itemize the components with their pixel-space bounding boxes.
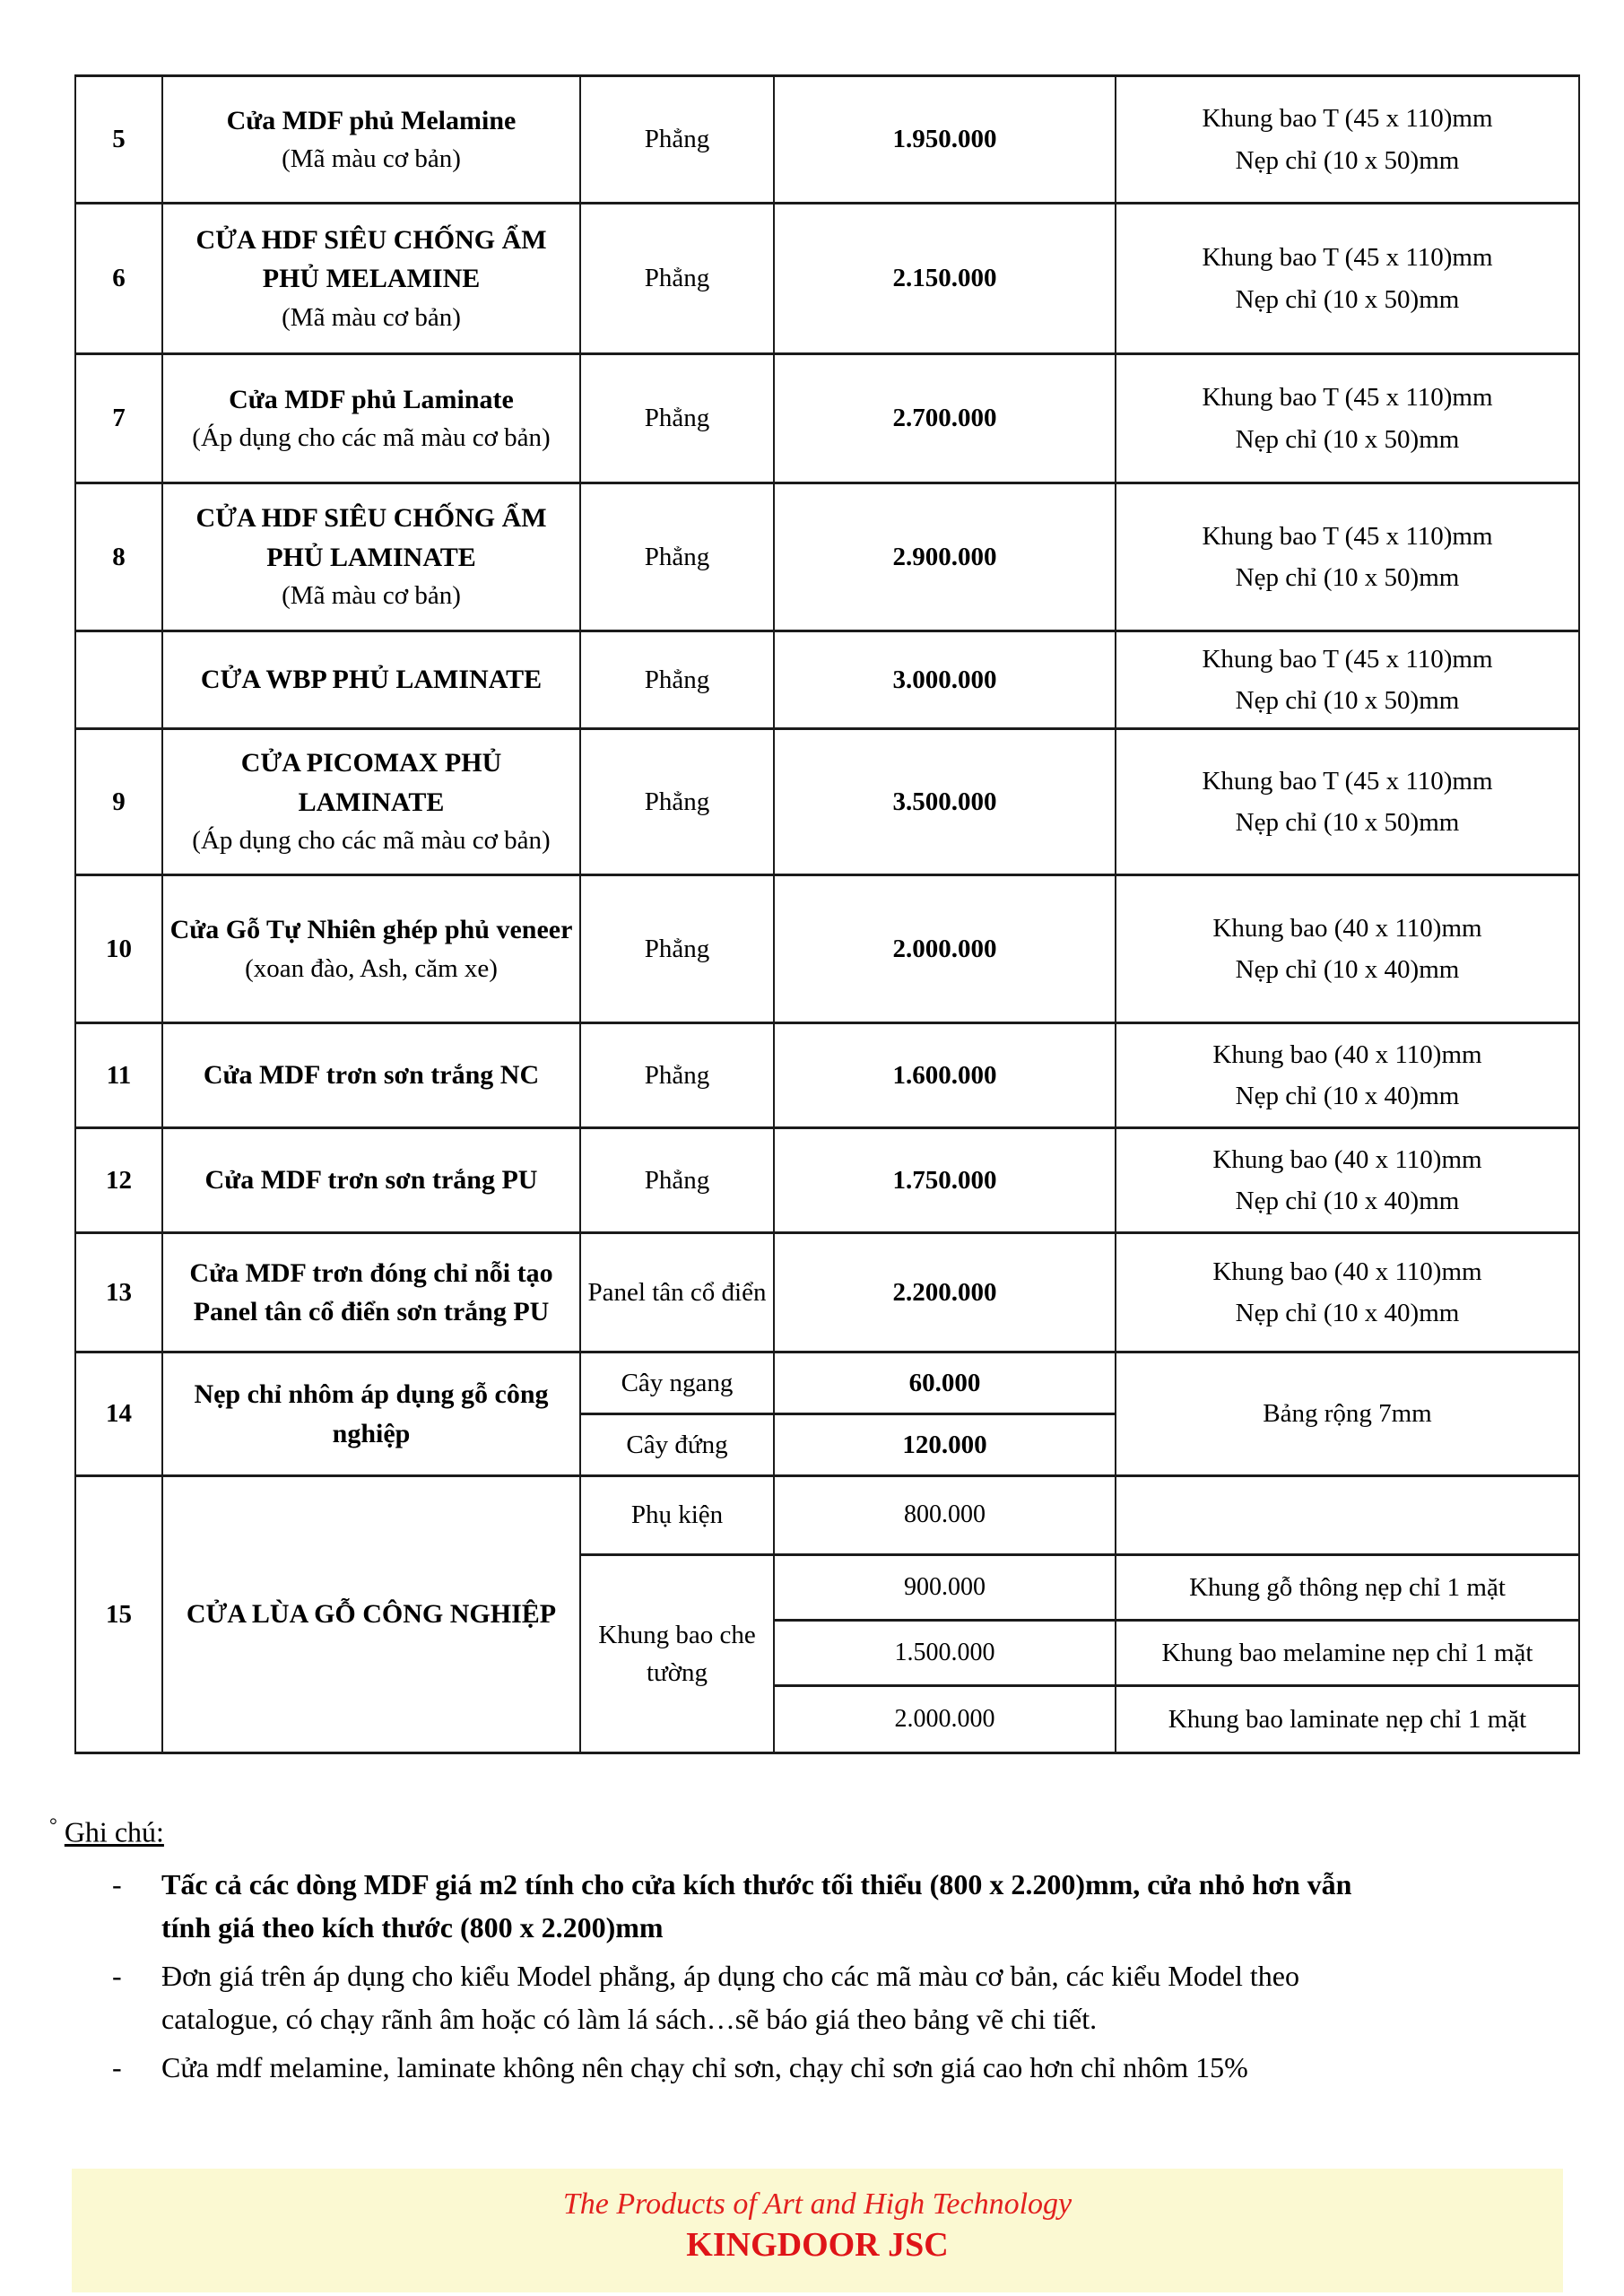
- table-row: [75, 76, 1579, 204]
- product-name: Cửa MDF trơn đóng chỉ nỗi tạo Panel tân cổ điển sơn trắng PU: [189, 1257, 553, 1326]
- price-table: [74, 74, 1580, 1754]
- price-cell: 2.700.000: [774, 354, 1116, 483]
- frame-line-2: Nẹp chỉ (10 x 40)mm: [1235, 955, 1460, 984]
- table-row: [75, 875, 1579, 1023]
- frame-line-1: Khung bao (40 x 110)mm: [1212, 913, 1482, 943]
- row-number: 6: [75, 204, 162, 354]
- frame-line-2: Nẹp chỉ (10 x 40)mm: [1235, 1082, 1460, 1110]
- row-number: 7: [75, 354, 162, 483]
- style-cell: Phẳng: [580, 1128, 774, 1233]
- table-row: [75, 1233, 1579, 1352]
- frame-line-1: Khung bao (40 x 110)mm: [1212, 1257, 1482, 1286]
- table-row: [75, 483, 1579, 631]
- notes-heading-label: Ghi chú:: [64, 1815, 164, 1848]
- frame-line-2: Nẹp chỉ (10 x 50)mm: [1235, 284, 1460, 314]
- price-cell: 60.000: [774, 1352, 1116, 1414]
- footer-banner: [72, 2169, 1563, 2292]
- note-text: Tấc cả các dòng MDF giá m2 tính cho cửa kích thước tối thiểu (800 x 2.200)mm, cửa nhỏ hơn vẫn tính giá theo kích thước (800 x 2.200)mm: [161, 1867, 1352, 1944]
- frame-line-2: Nẹp chỉ (10 x 50)mm: [1235, 145, 1460, 175]
- product-name: Cửa MDF trơn sơn trắng NC: [203, 1060, 540, 1091]
- degree-symbol: °: [49, 1813, 57, 1836]
- product-name-cell: [162, 1233, 580, 1352]
- frame-cell: [1116, 76, 1579, 204]
- table-row: [75, 1128, 1579, 1233]
- price-cell: 3.000.000: [774, 631, 1116, 729]
- product-name: Cửa MDF phủ Laminate: [229, 384, 514, 414]
- price-cell: 1.600.000: [774, 1023, 1116, 1128]
- price-cell: 1.750.000: [774, 1128, 1116, 1233]
- note-item: [112, 2046, 1574, 2089]
- frame-cell: [1116, 631, 1579, 729]
- footer-company: KINGDOOR JSC: [686, 2225, 949, 2264]
- frame-line-1: Khung bao laminate nẹp chỉ 1 mặt: [1168, 1704, 1527, 1734]
- style-cell: Phẳng: [580, 1023, 774, 1128]
- frame-cell: [1116, 204, 1579, 354]
- product-name: CỬA PICOMAX PHỦ LAMINATE: [240, 748, 502, 817]
- row-number: 9: [75, 729, 162, 875]
- row-number: 13: [75, 1233, 162, 1352]
- row-number: 14: [75, 1352, 162, 1476]
- frame-line-1: Khung bao T (45 x 110)mm: [1202, 243, 1493, 273]
- style-cell: Cây ngang: [580, 1352, 774, 1414]
- product-note: (Mã màu cơ bản): [282, 302, 461, 332]
- note-text: Đơn giá trên áp dụng cho kiểu Model phẳng, áp dụng cho các mã màu cơ bản, các kiểu Model theo catalogue, có chạy rãnh âm hoặc có làm lá sách…sẽ báo giá theo bảng vẽ chi tiết.: [161, 1959, 1299, 2035]
- style-cell: Phẳng: [580, 875, 774, 1023]
- price-cell: 2.200.000: [774, 1233, 1116, 1352]
- frame-cell: [1116, 1128, 1579, 1233]
- price-cell: 1.500.000: [774, 1621, 1116, 1686]
- frame-cell: [1116, 1233, 1579, 1352]
- product-note: (Áp dụng cho các mã màu cơ bản): [192, 826, 551, 856]
- row-number: 15: [75, 1476, 162, 1753]
- style-cell: Khung bao che tường: [580, 1555, 774, 1753]
- product-name-cell: [162, 354, 580, 483]
- product-name-cell: [162, 1352, 580, 1476]
- product-name-cell: [162, 1128, 580, 1233]
- table-row: [75, 729, 1579, 875]
- frame-cell: [1116, 729, 1579, 875]
- frame-line-2: Nẹp chỉ (10 x 40)mm: [1235, 1299, 1460, 1327]
- note-text: Cửa mdf melamine, laminate không nên chạy chỉ sơn, chạy chỉ sơn giá cao hơn chỉ nhôm 15%: [161, 2050, 1248, 2083]
- frame-cell: [1116, 875, 1579, 1023]
- price-cell: 3.500.000: [774, 729, 1116, 875]
- frame-line-2: Nẹp chỉ (10 x 50)mm: [1235, 563, 1460, 592]
- row-number: [75, 631, 162, 729]
- frame-line-2: Nẹp chỉ (10 x 50)mm: [1235, 424, 1460, 454]
- note-item: [112, 1863, 1574, 1949]
- price-cell: 800.000: [774, 1476, 1116, 1555]
- product-note: (Áp dụng cho các mã màu cơ bản): [192, 423, 551, 453]
- table-row: [75, 1476, 1579, 1555]
- frame-cell: [1116, 1352, 1579, 1476]
- footer-tagline: The Products of Art and High Technology: [562, 2187, 1073, 2221]
- table-row: [75, 1352, 1579, 1414]
- row-number: 8: [75, 483, 162, 631]
- frame-cell: [1116, 1621, 1579, 1686]
- product-name-cell: [162, 729, 580, 875]
- frame-line-1: Khung bao T (45 x 110)mm: [1202, 383, 1493, 413]
- style-cell: Phẳng: [580, 729, 774, 875]
- frame-cell: [1116, 483, 1579, 631]
- price-cell: 120.000: [774, 1414, 1116, 1476]
- style-cell: Phẳng: [580, 631, 774, 729]
- product-name: CỬA LÙA GỖ CÔNG NGHIỆP: [186, 1599, 557, 1630]
- note-dash: -: [112, 2050, 122, 2083]
- row-number: 10: [75, 875, 162, 1023]
- frame-line-2: Nẹp chỉ (10 x 50)mm: [1235, 808, 1460, 837]
- frame-line-1: Khung bao (40 x 110)mm: [1212, 1039, 1482, 1069]
- style-cell: Phẳng: [580, 76, 774, 204]
- product-name: CỬA WBP PHỦ LAMINATE: [200, 665, 543, 695]
- frame-line-1: Khung bao T (45 x 110)mm: [1202, 104, 1493, 134]
- style-cell: Panel tân cổ điển: [580, 1233, 774, 1352]
- product-name: Cửa MDF phủ Melamine: [226, 105, 517, 135]
- price-cell: 2.900.000: [774, 483, 1116, 631]
- frame-line-2: Nẹp chỉ (10 x 40)mm: [1235, 1187, 1460, 1215]
- price-cell: 1.950.000: [774, 76, 1116, 204]
- product-name-cell: [162, 204, 580, 354]
- notes-heading: [49, 1810, 1574, 1854]
- frame-line-1: Khung bao T (45 x 110)mm: [1202, 644, 1493, 674]
- notes-section: [49, 1810, 1574, 2094]
- row-number: 11: [75, 1023, 162, 1128]
- table-row: [75, 631, 1579, 729]
- price-cell: 2.000.000: [774, 1686, 1116, 1753]
- product-name: CỬA HDF SIÊU CHỐNG ẨM PHỦ MELAMINE: [195, 224, 547, 294]
- frame-line-1: Khung bao (40 x 110)mm: [1212, 1144, 1482, 1174]
- frame-line-1: Khung bao melamine nẹp chỉ 1 mặt: [1161, 1638, 1533, 1667]
- row-number: 12: [75, 1128, 162, 1233]
- product-name: Nẹp chỉ nhôm áp dụng gỗ công nghiệp: [194, 1379, 549, 1448]
- style-cell: Phẳng: [580, 204, 774, 354]
- frame-cell: [1116, 1476, 1579, 1555]
- product-name-cell: [162, 631, 580, 729]
- style-cell: Phụ kiện: [580, 1476, 774, 1555]
- price-cell: 900.000: [774, 1555, 1116, 1621]
- table-row: [75, 1023, 1579, 1128]
- frame-cell: [1116, 1555, 1579, 1621]
- table-row: [75, 204, 1579, 354]
- frame-line-1: Bảng rộng 7mm: [1263, 1399, 1432, 1429]
- product-name-cell: [162, 76, 580, 204]
- product-name-cell: [162, 1476, 580, 1753]
- row-number: 5: [75, 76, 162, 204]
- price-cell: 2.150.000: [774, 204, 1116, 354]
- style-cell: Cây đứng: [580, 1414, 774, 1476]
- price-cell: 2.000.000: [774, 875, 1116, 1023]
- frame-line-1: Khung bao T (45 x 110)mm: [1202, 766, 1493, 796]
- frame-cell: [1116, 1023, 1579, 1128]
- frame-cell: [1116, 1686, 1579, 1753]
- note-dash: -: [112, 1867, 122, 1900]
- product-name: CỬA HDF SIÊU CHỐNG ẨM PHỦ LAMINATE: [195, 503, 547, 572]
- product-name: Cửa Gỗ Tự Nhiên ghép phủ veneer: [169, 915, 573, 945]
- product-note: (xoan đào, Ash, căm xe): [245, 953, 498, 983]
- product-name-cell: [162, 483, 580, 631]
- frame-line-1: Khung gỗ thông nẹp chỉ 1 mặt: [1189, 1572, 1506, 1602]
- frame-line-1: Khung bao T (45 x 110)mm: [1202, 521, 1493, 551]
- product-note: (Mã màu cơ bản): [282, 144, 461, 174]
- table-row: [75, 354, 1579, 483]
- product-name-cell: [162, 1023, 580, 1128]
- frame-cell: [1116, 354, 1579, 483]
- note-dash: -: [112, 1959, 122, 1992]
- style-cell: Phẳng: [580, 483, 774, 631]
- style-cell: Phẳng: [580, 354, 774, 483]
- frame-line-2: Nẹp chỉ (10 x 50)mm: [1235, 686, 1460, 715]
- product-name: Cửa MDF trơn sơn trắng PU: [204, 1165, 538, 1196]
- product-note: (Mã màu cơ bản): [282, 581, 461, 611]
- note-item: [112, 1954, 1574, 2040]
- product-name-cell: [162, 875, 580, 1023]
